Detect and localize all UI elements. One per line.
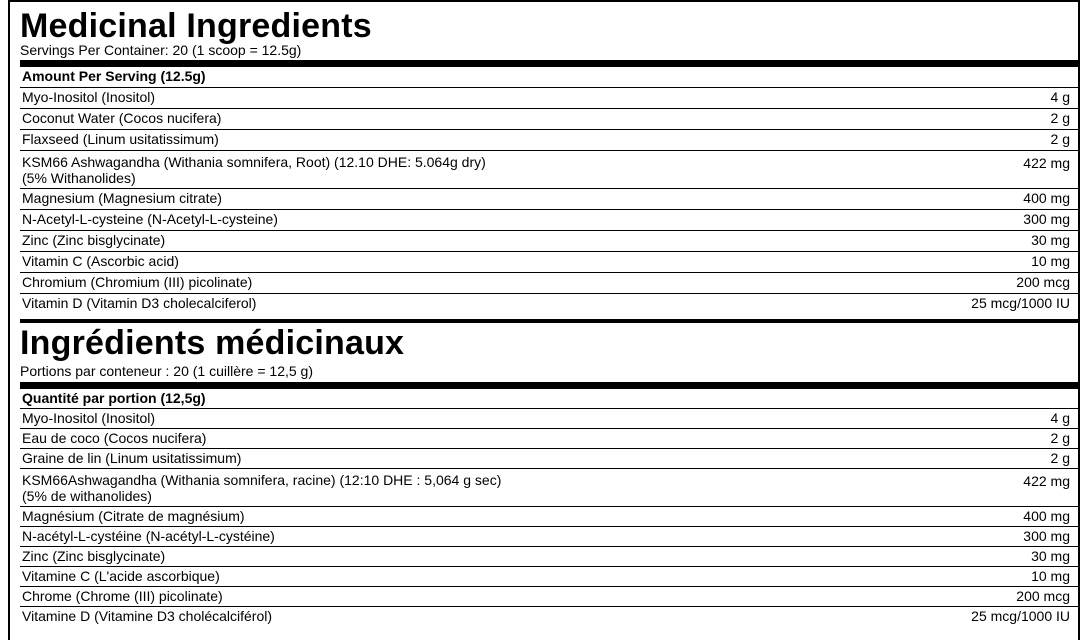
table-row [20,408,1078,428]
ingredients-panel [8,0,1080,640]
ingredient-amount: 25 mcg/1000 IU [971,295,1070,311]
ingredient-name: N-acétyl-L-cystéine (N-acétyl-L-cystéine) [22,528,275,544]
ingredient-name: Myo-Inositol (Inositol) [22,89,156,105]
ingredient-name: Zinc (Zinc bisglycinate) [22,548,166,564]
french-servings: Portions par conteneur : 20 (1 cuillère = 12,5 g) [20,363,314,379]
ingredient-amount: 400 mg [1023,508,1070,524]
ingredient-name: Chrome (Chrome (III) picolinate) [22,588,223,604]
french-amount-header-row [20,388,1078,408]
table-row [20,87,1078,108]
ingredient-amount: 30 mg [1031,548,1070,564]
table-row [20,188,1078,209]
ingredient-name: Coconut Water (Cocos nucifera) [22,110,222,126]
table-row [20,606,1078,626]
ingredient-name: KSM66 Ashwagandha (Withania somnifera, Root) (12.10 DHE: 5.064g dry) [22,154,486,170]
table-row [20,108,1078,129]
table-row [20,566,1078,586]
ingredient-amount: 300 mg [1023,211,1070,227]
ingredient-amount: 10 mg [1031,253,1070,269]
ingredient-amount: 200 mcg [1016,274,1070,290]
ingredient-name-line2: (5% de withanolides) [22,488,152,504]
table-row [20,272,1078,293]
english-table [20,66,1078,312]
english-amount-header-row [20,66,1078,87]
table-row [20,468,1078,506]
ingredient-name: Vitamine D (Vitamine D3 cholécalciférol) [22,608,273,624]
ingredient-amount: 25 mcg/1000 IU [971,608,1070,624]
table-row [20,293,1078,312]
ingredient-amount: 422 mg [1023,155,1070,171]
ingredient-amount: 4 g [1050,89,1070,105]
ingredient-name: Myo-Inositol (Inositol) [22,410,156,426]
table-row [20,129,1078,150]
ingredient-name: Graine de lin (Linum usitatissimum) [22,450,242,466]
ingredient-name: Magnesium (Magnesium citrate) [22,190,222,206]
ingredient-name: N-Acetyl-L-cysteine (N-Acetyl-L-cysteine) [22,211,278,227]
table-row [20,209,1078,230]
ingredient-amount: 30 mg [1031,232,1070,248]
ingredient-amount: 10 mg [1031,568,1070,584]
english-title: Medicinal Ingredients [20,7,372,45]
table-row [20,251,1078,272]
english-servings: Servings Per Container: 20 (1 scoop = 12.5g) [20,42,302,58]
ingredient-name: Flaxseed (Linum usitatissimum) [22,131,219,147]
french-table [20,388,1078,626]
table-row [20,526,1078,546]
ingredient-amount: 422 mg [1023,473,1070,489]
table-row [20,506,1078,526]
french-amount-header: Quantité par portion (12,5g) [22,390,206,406]
ingredient-amount: 2 g [1050,110,1070,126]
ingredient-amount: 300 mg [1023,528,1070,544]
ingredient-name: Chromium (Chromium (III) picolinate) [22,274,253,290]
ingredient-name: KSM66Ashwagandha (Withania somnifera, racine) (12:10 DHE : 5,064 g sec) [22,472,502,488]
french-top-rule [20,319,1078,323]
table-row [20,428,1078,448]
ingredient-name-line2: (5% Withanolides) [22,170,136,186]
table-row [20,230,1078,251]
table-row [20,586,1078,606]
ingredient-name: Vitamin D (Vitamin D3 cholecalciferol) [22,295,257,311]
french-title: Ingrédients médicinaux [20,324,405,362]
table-row [20,546,1078,566]
table-row [20,448,1078,468]
ingredient-name: Eau de coco (Cocos nucifera) [22,430,207,446]
ingredient-amount: 4 g [1050,410,1070,426]
ingredient-amount: 2 g [1050,450,1070,466]
ingredient-name: Zinc (Zinc bisglycinate) [22,232,166,248]
ingredient-amount: 200 mcg [1016,588,1070,604]
ingredient-amount: 400 mg [1023,190,1070,206]
ingredient-amount: 2 g [1050,430,1070,446]
ingredient-name: Vitamine C (L'acide ascorbique) [22,568,220,584]
english-amount-header: Amount Per Serving (12.5g) [22,68,206,84]
ingredient-name: Magnésium (Citrate de magnésium) [22,508,245,524]
ingredient-name: Vitamin C (Ascorbic acid) [22,253,179,269]
table-row [20,150,1078,188]
ingredient-amount: 2 g [1050,131,1070,147]
